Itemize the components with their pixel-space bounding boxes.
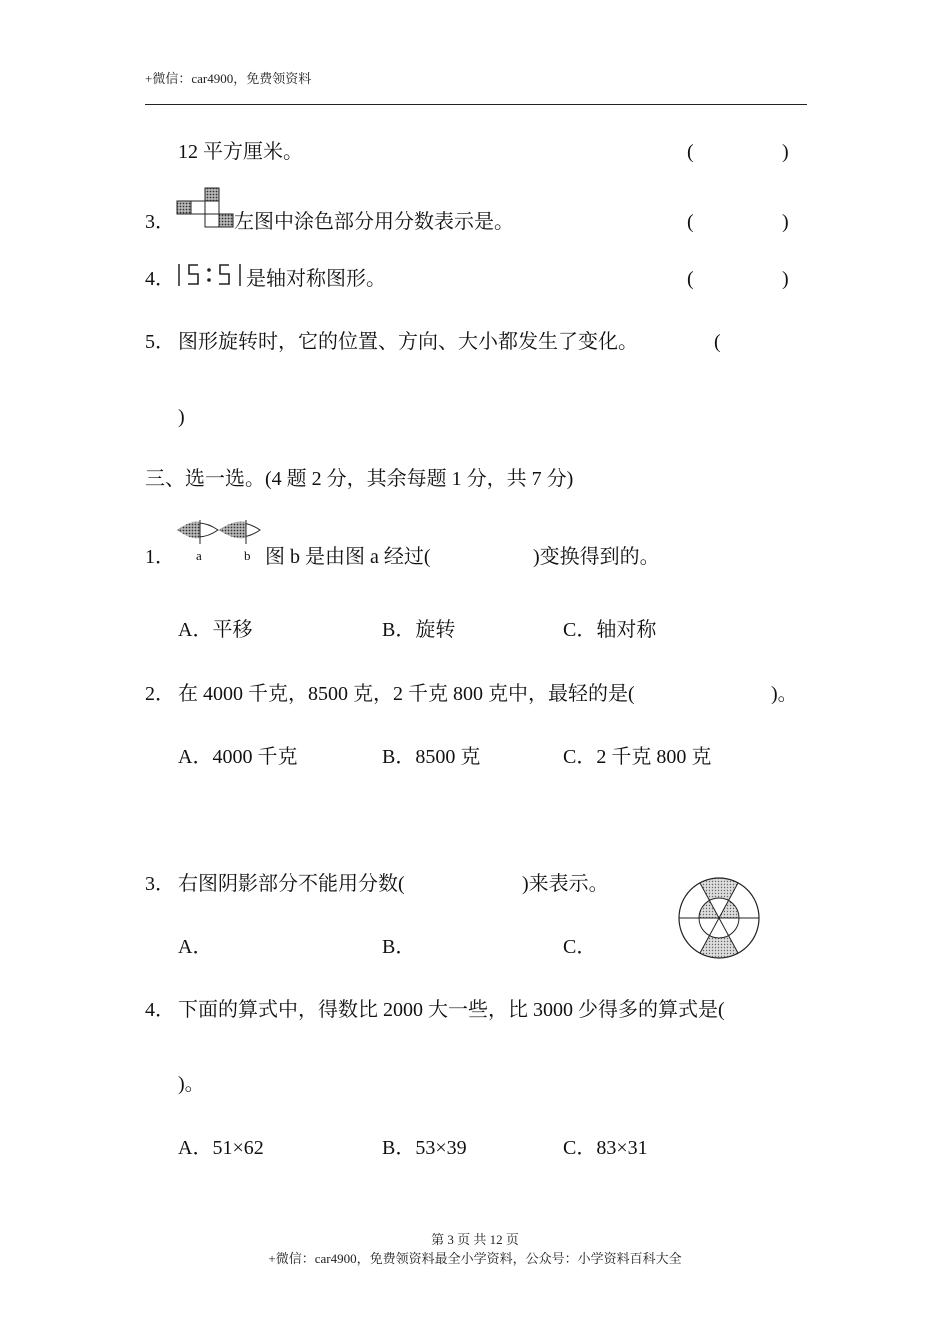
judge-q5-paren-open: ( bbox=[714, 331, 721, 353]
s3-q2-number: 2． bbox=[145, 683, 175, 705]
s3-q3-option-a: A． bbox=[178, 936, 213, 958]
judge-q3-text: 左图中涂色部分用分数表示是。 bbox=[234, 211, 514, 233]
judge-q5-text: 图形旋转时，它的位置、方向、大小都发生了变化。 bbox=[178, 331, 638, 353]
s3-q4-number: 4． bbox=[145, 999, 175, 1021]
grid-shading-figure bbox=[176, 187, 234, 229]
digit-symmetry-figure bbox=[176, 261, 246, 289]
header-text: +微信：car4900，免费领资料 bbox=[145, 71, 312, 86]
s3-q2-text-before: 在 4000 千克，8500 克，2 千克 800 克中，最轻的是( bbox=[178, 683, 635, 705]
leaf-transform-figure bbox=[176, 517, 266, 545]
s3-q2-option-b: B．8500 克 bbox=[382, 746, 481, 768]
s3-q1-text-after: )变换得到的。 bbox=[533, 546, 660, 568]
leaf-label-a: a bbox=[196, 548, 202, 563]
judge-q4-text: 是轴对称图形。 bbox=[246, 268, 386, 290]
s3-q3-text-after: )来表示。 bbox=[522, 873, 609, 895]
judge-q4-number: 4． bbox=[145, 268, 175, 290]
s3-q1-text-before: 图 b 是由图 a 经过( bbox=[265, 546, 431, 568]
s3-q3-text-before: 右图阴影部分不能用分数( bbox=[178, 873, 405, 895]
s3-q1-option-a: A．平移 bbox=[178, 619, 253, 641]
judge-q4-paren-open: ( bbox=[687, 268, 694, 290]
s3-q4-option-a: A．51×62 bbox=[178, 1137, 264, 1159]
s3-q3-number: 3． bbox=[145, 873, 175, 895]
judge-q3-paren-open: ( bbox=[687, 211, 694, 233]
judge-q5-number: 5． bbox=[145, 331, 175, 353]
s3-q3-option-c: C． bbox=[563, 936, 597, 958]
shaded-circle-figure bbox=[678, 877, 760, 959]
footer-page-number: 第 3 页 共 12 页 bbox=[431, 1232, 519, 1247]
s3-q3-option-b: B． bbox=[382, 936, 416, 958]
header-rule bbox=[145, 104, 807, 105]
judge-q5-paren-close: ) bbox=[178, 406, 185, 428]
s3-q4-text: 下面的算式中，得数比 2000 大一些，比 3000 少得多的算式是( bbox=[178, 999, 725, 1021]
s3-q4-option-b: B．53×39 bbox=[382, 1137, 467, 1159]
q2-tail-text: 12 平方厘米。 bbox=[178, 141, 303, 163]
s3-q4-option-c: C．83×31 bbox=[563, 1137, 648, 1159]
s3-q1-option-c: C．轴对称 bbox=[563, 619, 657, 641]
s3-q1-option-b: B．旋转 bbox=[382, 619, 456, 641]
s3-q2-text-after: )。 bbox=[771, 683, 798, 705]
footer-note: +微信：car4900，免费领资料最全小学资料，公众号：小学资料百科大全 bbox=[268, 1251, 682, 1266]
leaf-label-b: b bbox=[244, 548, 251, 563]
judge-q3-paren-close: ) bbox=[782, 211, 789, 233]
s3-q4-text-cont: )。 bbox=[178, 1073, 205, 1095]
section3-title: 三、选一选。(4 题 2 分，其余每题 1 分，共 7 分) bbox=[145, 468, 574, 490]
q2-paren-open: ( bbox=[687, 141, 694, 163]
s3-q2-option-a: A．4000 千克 bbox=[178, 746, 298, 768]
s3-q2-option-c: C．2 千克 800 克 bbox=[563, 746, 712, 768]
s3-q1-number: 1． bbox=[145, 546, 175, 568]
judge-q3-number: 3． bbox=[145, 211, 175, 233]
q2-paren-close: ) bbox=[782, 141, 789, 163]
judge-q4-paren-close: ) bbox=[782, 268, 789, 290]
